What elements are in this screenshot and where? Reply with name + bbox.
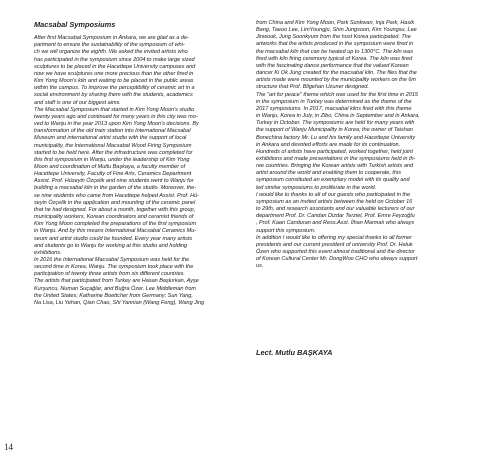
text-line: partment to ensure the sustainability of the symposium of whi-	[34, 42, 185, 49]
text-line: us.	[256, 263, 264, 270]
text-line: within the campus. To improve the perceptibility of ceramic art in a	[34, 85, 195, 92]
text-line: Özen who supported this event almost traditional and the director	[256, 249, 415, 255]
text-line: in the symposium in Turkey was determined as the theme of the	[256, 98, 412, 105]
text-line: Na Lisa, Liu Yehan, Qian Chao, Shi Yannian (Wang Feng), Wang Jing	[34, 299, 205, 306]
text-line: , Prof. Kaan Canduran and Ress.Asst. İlhan Marmalı who always	[256, 220, 415, 227]
text-line: Hacettepe University, Faculty of Fine Arts, Ceramics Department	[34, 171, 192, 178]
text-line: symposium as an invited artists between the held on October 16	[256, 198, 413, 205]
text-line: municipality, the International Macsabal Wood Firing Symposium	[34, 142, 192, 149]
text-line: transformation of the old train station into International Macsabal	[34, 128, 191, 135]
text-line: se nine students who came from Hacettepe helped Assist. Prof. Hü-	[34, 192, 199, 199]
text-line: dancer Ki Ok Jung created for the macsabal kiln. The files that the	[256, 70, 417, 77]
section-heading: Macsabal Symposiums	[34, 20, 116, 29]
text-line: seyin Özçelik in the application and mounting of the ceramic panel	[34, 199, 196, 206]
text-line: of Korean Cultural Center Mr. DongWoo CHO who always support	[256, 256, 418, 263]
text-line: I would like to thanks to all of our guests who participated in the	[256, 191, 411, 198]
text-line: started to be held here. After the infrastructure was completed for	[34, 149, 193, 156]
text-line: to 29th, and research assistants and our valuable lecturers of our	[256, 206, 415, 213]
text-line: department Prof. Dr. Candan Dizdar Terziel, Prof. Emre Feyzoğlu	[256, 213, 415, 220]
text-line: the United States; Katharine Boettcher from Germany; Sun Yang,	[34, 292, 193, 299]
text-line: Museum and international artist studio with the support of local	[34, 135, 187, 142]
right-column	[256, 20, 452, 270]
text-line: ch we will organize the eighth. We asked the invited artists who	[34, 49, 188, 56]
left-column	[34, 28, 234, 307]
text-line: exhibitions and made presentations in the symposiums held in th-	[256, 155, 416, 162]
text-line: Bonechina factory Mr. Lu and his family and Hacettepe University	[256, 134, 416, 141]
text-line: support this symposium.	[256, 227, 316, 234]
text-line: exhibitions.	[34, 249, 62, 256]
text-line: second time in Korea, Wanju. The symposium took place with the	[34, 264, 194, 271]
text-line	[34, 28, 234, 35]
text-line: Kim Yong Moon completed the preparations of the first symposium	[34, 221, 197, 228]
text-line: Jinwook, Jung Soonkyum from the host Korea participated. The	[256, 34, 411, 41]
text-line: artist around the world and enabling them to cooperate, this	[256, 170, 401, 177]
text-line: The "art for peace" theme which was used for the first time in 2015	[256, 91, 418, 98]
text-line: this first symposium in Wanju, under the leadership of Kim Yong	[34, 156, 190, 163]
text-line: Hundreds of artists have participated, worked together, held joint	[256, 148, 413, 155]
text-line: After first Macsabal Symposium in Ankara, we are glad as a de-	[34, 35, 189, 42]
text-line: presidents and our current president of university Prof. Dr. Haluk	[256, 241, 413, 248]
text-line: and staff is one of our biggest aims.	[34, 99, 121, 106]
text-line: and students go to Wanju for working at this studio and holding	[34, 242, 188, 249]
text-line: the support of Wanju Municipality in Korea; the owner of Taishan	[256, 127, 413, 134]
text-line: now we have sculptures one more precious than the other fired in	[34, 70, 194, 77]
text-line: In addition I would like to offering my special thanks to all former	[256, 234, 412, 241]
text-line: Kurşuncu, Numan Suçağlar, and Buğra Özer. Lee Middleman from	[34, 285, 197, 292]
text-line: has participated in the symposium since 2004 to make large sized	[34, 56, 195, 63]
text-line: In 2016 the International Macsabal Symposium was held for the	[34, 257, 190, 263]
text-line: in Ankara and devoted efforts are made for its continuation.	[256, 141, 401, 148]
text-line: symposium constituted an exemplary model with its quality and	[256, 177, 410, 184]
text-line: building a macsabal kiln in the garden of the studio. Moreover, the-	[34, 185, 197, 192]
text-line: seum and artist studio could be founded. Every year many artists	[34, 235, 193, 242]
text-line: participation of twenty three artists from six different countries.	[34, 271, 185, 278]
text-line: The Macsabal Symposium that started in Kim Yong Moon's studio	[34, 106, 195, 113]
text-line: fired with kiln firing ceremony typical of Korea. The kiln was fired	[256, 55, 413, 62]
text-line: artists made were mounted by the municipality workers on the 6m	[256, 77, 416, 84]
text-line: in Wanju, Korea in July, in Zibo, China in September and in Ankara,	[256, 113, 420, 120]
text-line: in Wanju. And by this means International Macsabal Ceramics Mu-	[34, 228, 197, 235]
text-line: The artists that participated from Turkey are Hasan Başkırkan, Ayşe	[34, 278, 199, 285]
text-line: ree countries. Bringing the Korean artists with Turkish artists and	[256, 163, 414, 170]
text-line: social environment by sharing them with the students, academics	[34, 92, 193, 99]
text-line: sculptures to be placed in the Hacettepe University campuses and	[34, 63, 196, 70]
text-line: Bang, Taeoo Lee, LimYoungju, Shin Jungsoon, Kim Youngsu, Lee	[256, 27, 417, 34]
text-line: artworks that the artists produced in the symposium were fired in	[256, 41, 414, 48]
text-line: municipality workers, Korean coordinators and ceramist friends of	[34, 214, 194, 221]
text-line: Turkey in October. The symposiums are held for many years with	[256, 120, 415, 127]
text-line: Assist. Prof. Hüseyin Özçelik and nine students went to Wanju for	[34, 178, 194, 185]
text-line: twenty years ago and continued for many years in this city was mo-	[34, 113, 198, 120]
text-line: Moon and coordination of Mutlu Başkaya, a faculty member of	[34, 163, 186, 170]
text-line: Kim Yong Moon's kiln and waiting to be placed in the public areas	[34, 78, 194, 85]
text-line: led similar symposiums to proliferate in the world.	[256, 184, 377, 191]
page-number: 14	[4, 442, 13, 452]
text-line: with the fascinating dance performance that the valued Korean	[256, 62, 409, 69]
text-line: that he had designed. For about a month, together with this group,	[34, 206, 196, 213]
text-line: ved to Wanju in the year 2013 upon Kim Yong Moon's decisions. By	[34, 121, 199, 128]
text-line: 2017 symposiums. In 2017, macsabal kilns fired with this theme	[256, 105, 412, 112]
text-line: the macsabal kiln that can be heated up to 1300°C. The kiln was	[256, 48, 413, 55]
text-line: structure that Prof. Bilgehan Uzuner designed.	[256, 84, 369, 91]
author-signature: Lect. Mutlu BAŞKAYA	[256, 348, 333, 357]
text-line: from China and Kim Yong Moon, Park Sunkwan, Inja Park, Hasik	[256, 20, 415, 26]
